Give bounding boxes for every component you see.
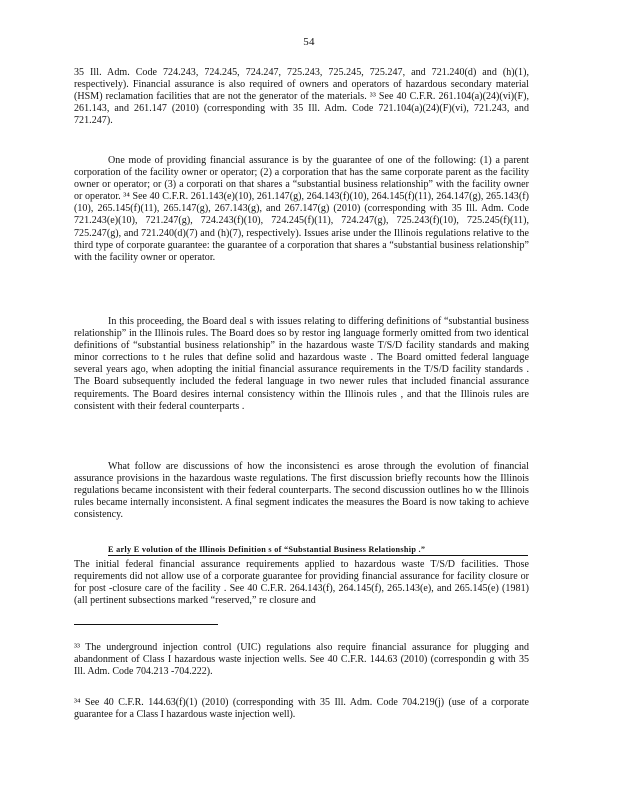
paragraph-2: One mode of providing financial assurance is by the guarantee of one of the following: (1) a parent corporation of the facility owner or operator; (2) a corporation that has the same corporate parent as the facility owner or operator; or (3) a corporati on that shares a “substantial business relationship” with the facility owner or operator. ³⁴ See 40 C.F.R. 261.143(e)(10), 261.147(g), 264.143(f)(10), 264.145(f)(11), 264.147(g), 265.143(f)(10), 265.145(f)(11), 265.147(g), 267.143(g), and 267.147(g) (2010) (corresponding with 35 Ill. Adm. Code 721.243(e)(10), 721.247(g), 724.243(f)(10), 724.245(f)(11), 724.247(g), 725.243(f)(10), 725.245(f)(11), 725.247(g), and 721.240(d)(7) and (h)(7), respectively). Issues arise under the Illinois regulations relative to the third type of corporate guarantee: the guarantee of a corporation that shares a “substantial business relationship” with the facility owner or operator.: [74, 155, 529, 263]
footnote-34: ³⁴ See 40 C.F.R. 144.63(f)(1) (2010) (corresponding with 35 Ill. Adm. Code 704.219(j) (use of a corporate guarantee for a Class I hazardous waste injection well).: [74, 697, 529, 721]
paragraph-5: The initial federal financial assurance requirements applied to hazardous waste T/S/D facilities. Those requirements did not allow use of a corporate guarantee for providing financial assurance for facility closure or for post -closure care of the facility . See 40 C.F.R. 264.143(f), 264.145(f), 265.143(e), and 265.145(e) (1981) (all pertinent subsections marked “reserved,” re closure and: [74, 559, 529, 607]
footnote-33: ³³ The underground injection control (UIC) regulations also require financial assurance for plugging and abandonment of Class I hazardous waste injection wells. See 40 C.F.R. 144.63 (2010) (correspondin g with 35 Ill. Adm. Code 704.213 -704.222).: [74, 642, 529, 678]
paragraph-3: In this proceeding, the Board deal s with issues relating to differing definitions of “substantial business relationship” in the Illinois rules. The Board does so by restor ing language formerly omitted from two identical definitions of “substantial business relationship” in the hazardous waste T/S/D facility standards and making minor corrections to t he rules that define solid and hazardous waste . The Board omitted federal language several years ago, when adopting the initial financial assurance requirements in the T/S/D facility standards . The Board subsequently included the federal language in two newer rules that included financial assurance requirements. The Board desires internal consistency within the Illinois rules , and that the Illinois rules are consistent with their federal counterparts .: [74, 316, 529, 412]
section-heading: E arly E volution of the Illinois Definition s of “Substantial Business Relationship .”: [108, 545, 528, 556]
footnote-separator: [74, 624, 218, 625]
page-number: 54: [303, 36, 315, 48]
paragraph-1: 35 Ill. Adm. Code 724.243, 724.245, 724.247, 725.243, 725.245, 725.247, and 721.240(d) and (h)(1), respectively). Financial assurance is also required of owners and operators of hazardous secondary material (HSM) reclamation facilities that are not the generator of the materials. ³³ See 40 C.F.R. 261.104(a)(24)(vi)(F), 261.143, and 261.147 (2010) (corresponding with 35 Ill. Adm. Code 721.104(a)(24)(F)(vi), 721.243, and 721.247).: [74, 67, 529, 127]
paragraph-4: What follow are discussions of how the inconsistenci es arose through the evolution of financial assurance provisions in the hazardous waste regulations. The first discussion briefly recounts how the Illinois regulations became inconsistent with their federal counterparts. The second discussion outlines ho w the Illinois rules became internally inconsistent. A final segment indicates the measures the Board is now taking to achieve consistency.: [74, 461, 529, 521]
